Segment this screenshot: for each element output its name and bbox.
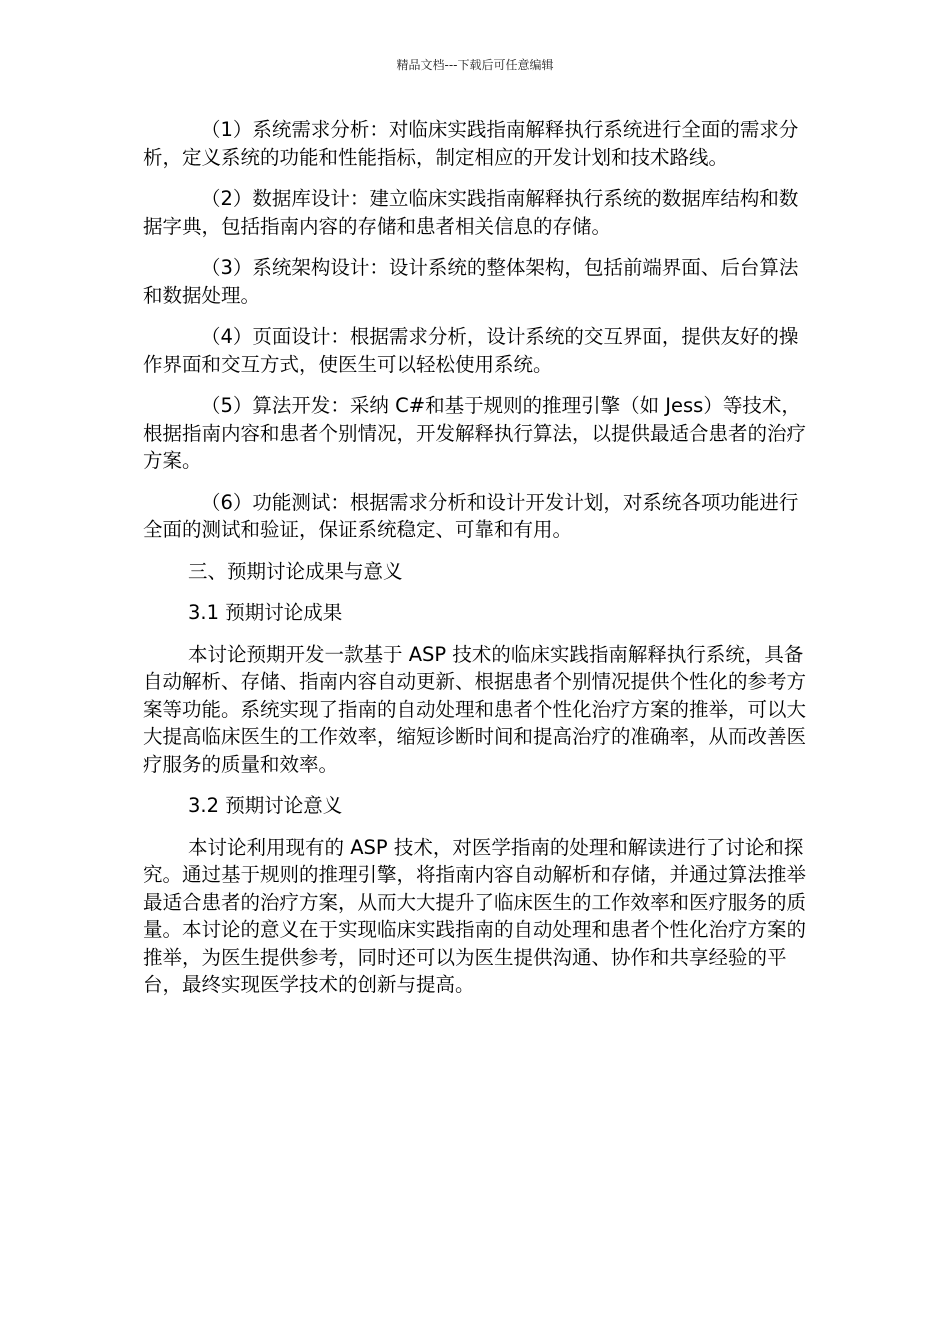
- item-text: 采纳 C#和基于规则的推理引擎（如 Jess）等技术，根据指南内容和患者个别情况，开发解释执行算法，以提供最适合患者的治疗方案。: [143, 394, 807, 472]
- list-item-architecture: [143, 254, 808, 309]
- list-item-algorithm: [143, 392, 808, 475]
- list-item-database: [143, 185, 808, 240]
- item-label: （4）页面设计：: [201, 325, 350, 348]
- subsection-title-results: 3.1 预期讨论成果: [188, 601, 343, 624]
- item-text: 设计系统的整体架构，包括前端界面、后台算法和数据处理。: [143, 256, 799, 307]
- item-label: （3）系统架构设计：: [201, 256, 389, 279]
- subsection-title-significance: 3.2 预期讨论意义: [188, 794, 343, 817]
- item-label: （6）功能测试：: [201, 490, 350, 514]
- item-label: （1）系统需求分析：: [201, 118, 389, 141]
- list-item-requirements: [143, 116, 808, 171]
- item-text: 对临床实践指南解释执行系统进行全面的需求分析，定义系统的功能和性能指标，制定相应的开发计划和技术路线。: [143, 118, 799, 169]
- section-title: 三、预期讨论成果与意义: [188, 559, 403, 583]
- item-text: 建立临床实践指南解释执行系统的数据库结构和数据字典，包括指南内容的存储和患者相关信息的存储。: [143, 187, 799, 238]
- paragraph-results: 本讨论预期开发一款基于 ASP 技术的临床实践指南解释执行系统，具备自动解析、存储、指南内容自动更新、根据患者个别情况提供个性化的参考方案等功能。系统实现了指南的自动处理和患者个性化治疗方案的推举，可以大大提高临床医生的工作效率，缩短诊断时间和提高治疗的准确率，从而改善医疗服务的质量和效率。: [143, 642, 807, 776]
- item-text: 根据需求分析，设计系统的交互界面，提供友好的操作界面和交互方式，使医生可以轻松使用系统。: [143, 325, 799, 376]
- page-header: 精品文档---下载后可任意编辑: [396, 58, 554, 72]
- list-item-testing: [143, 489, 808, 544]
- item-label: （5）算法开发：: [201, 394, 350, 417]
- item-label: （2）数据库设计：: [201, 187, 370, 210]
- item-text: 根据需求分析和设计开发计划，对系统各项功能进行全面的测试和验证，保证系统稳定、可靠和有用。: [143, 490, 799, 541]
- document-body: [143, 116, 808, 1013]
- paragraph-significance: 本讨论利用现有的 ASP 技术，对医学指南的处理和解读进行了讨论和探究。通过基于规则的推理引擎，将指南内容自动解析和存储，并通过算法推举最适合患者的治疗方案，从而大大提升了临床医生的工作效率和医疗服务的质量。本讨论的意义在于实现临床实践指南的自动处理和患者个性化治疗方案的推举，为医生提供参考，同时还可以为医生提供沟通、协作和共享经验的平台，最终实现医学技术的创新与提高。: [143, 835, 807, 996]
- list-item-page-design: [143, 323, 808, 378]
